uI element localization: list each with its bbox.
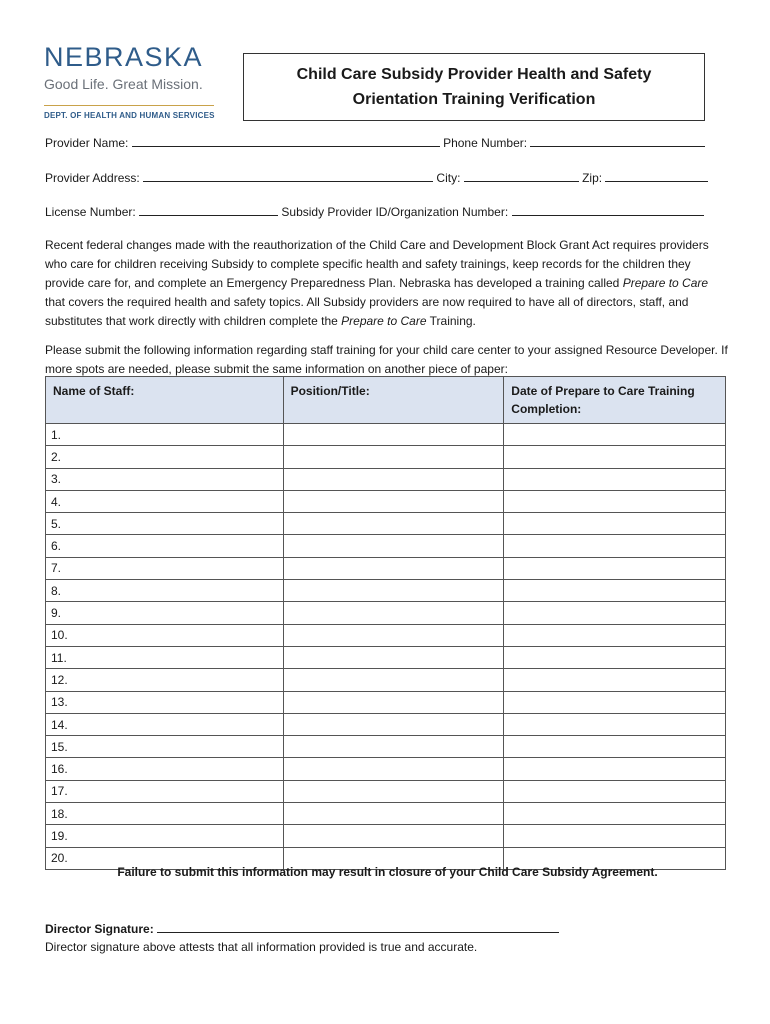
training-date-cell[interactable] [504,513,726,535]
position-title-cell[interactable] [283,602,504,624]
subsidy-id-label: Subsidy Provider ID/Organization Number: [281,205,509,219]
staff-name-cell[interactable]: 19. [46,825,284,847]
staff-name-cell[interactable]: 12. [46,669,284,691]
provider-name-field[interactable] [132,134,440,147]
table-row [46,691,726,713]
table-row [46,580,726,602]
logo-wordmark: NEBRASKA [44,42,204,72]
training-date-cell[interactable] [504,825,726,847]
position-title-cell[interactable] [283,713,504,735]
director-signature-field[interactable] [157,920,559,933]
training-date-cell[interactable] [504,780,726,802]
header-position-title: Position/Title: [283,377,504,424]
license-number-field[interactable] [139,203,278,216]
city-label: City: [436,171,461,185]
director-signature-label: Director Signature: [45,922,154,936]
logo-department: DEPT. OF HEALTH AND HUMAN SERVICES [44,111,215,120]
training-date-cell[interactable] [504,602,726,624]
position-title-cell[interactable] [283,535,504,557]
staff-name-cell[interactable]: 7. [46,557,284,579]
table-row [46,803,726,825]
training-date-cell[interactable] [504,624,726,646]
table-row [46,758,726,780]
staff-name-cell[interactable]: 20. [46,847,284,869]
table-row [46,468,726,490]
staff-name-cell[interactable]: 9. [46,602,284,624]
intro-emphasis-2: Prepare to Care [341,314,427,328]
subsidy-id-field[interactable] [512,203,704,216]
intro-text-a: Recent federal changes made with the reauthorization of the Child Care and Development Block Grant Act requires providers who care for children receiving Subsidy to complete specific health and safety trainings, keep records for the children they provide care for, and complete an Emergency Preparedness Plan. Nebraska has developed a training called [45,238,709,290]
staff-name-cell[interactable]: 18. [46,803,284,825]
training-date-cell[interactable] [504,580,726,602]
position-title-cell[interactable] [283,691,504,713]
intro-text-c: Training. [426,314,476,328]
staff-name-cell[interactable]: 6. [46,535,284,557]
table-row [46,424,726,446]
staff-name-cell[interactable]: 17. [46,780,284,802]
city-field[interactable] [464,169,579,182]
staff-name-cell[interactable]: 1. [46,424,284,446]
phone-number-label: Phone Number: [443,136,528,150]
position-title-cell[interactable] [283,624,504,646]
training-date-cell[interactable] [504,691,726,713]
zip-label: Zip: [582,171,603,185]
signature-attestation: Director signature above attests that all information provided is true and accurate. [45,940,478,954]
position-title-cell[interactable] [283,825,504,847]
intro-text-b: that covers the required health and safety topics. All Subsidy providers are now required to have all of directors, staff, and substitutes that work directly with children complete the [45,295,689,328]
provider-address-label: Provider Address: [45,171,140,185]
staff-name-cell[interactable]: 11. [46,646,284,668]
license-number-label: License Number: [45,205,136,219]
staff-name-cell[interactable]: 5. [46,513,284,535]
position-title-cell[interactable] [283,513,504,535]
logo-tagline: Good Life. Great Mission. [44,76,203,92]
training-date-cell[interactable] [504,736,726,758]
training-date-cell[interactable] [504,535,726,557]
nebraska-dhhs-logo [44,42,219,120]
instructions-paragraph [45,341,730,379]
provider-address-row [45,169,708,185]
closure-warning: Failure to submit this information may result in closure of your Child Care Subsidy Agreement. [117,865,658,879]
staff-name-cell[interactable]: 15. [46,736,284,758]
position-title-cell[interactable] [283,736,504,758]
training-date-cell[interactable] [504,468,726,490]
document-title-box [243,53,705,121]
training-date-cell[interactable] [504,557,726,579]
position-title-cell[interactable] [283,780,504,802]
position-title-cell[interactable] [283,557,504,579]
training-date-cell[interactable] [504,713,726,735]
table-row [46,713,726,735]
training-date-cell[interactable] [504,803,726,825]
staff-name-cell[interactable]: 4. [46,490,284,512]
phone-number-field[interactable] [530,134,705,147]
staff-name-cell[interactable]: 16. [46,758,284,780]
position-title-cell[interactable] [283,803,504,825]
position-title-cell[interactable] [283,424,504,446]
table-row [46,557,726,579]
staff-name-cell[interactable]: 2. [46,446,284,468]
header-name-of-staff: Name of Staff: [46,377,284,424]
table-row [46,646,726,668]
table-row [46,513,726,535]
table-row [46,825,726,847]
header-training-date: Date of Prepare to Care Training Completion: [504,377,726,424]
table-row [46,490,726,512]
title-line-2: Orientation Training Verification [352,91,596,108]
table-row [46,736,726,758]
position-title-cell[interactable] [283,446,504,468]
staff-name-cell[interactable]: 3. [46,468,284,490]
table-row [46,446,726,468]
training-date-cell[interactable] [504,758,726,780]
table-row [46,624,726,646]
staff-name-cell[interactable]: 14. [46,713,284,735]
training-date-cell[interactable] [504,446,726,468]
staff-training-table [45,376,726,870]
staff-name-cell[interactable]: 8. [46,580,284,602]
table-header-row [46,377,726,424]
zip-field[interactable] [605,169,708,182]
position-title-cell[interactable] [283,758,504,780]
logo-divider [44,105,214,106]
training-date-cell[interactable] [504,424,726,446]
staff-name-cell[interactable]: 10. [46,624,284,646]
provider-address-field[interactable] [143,169,433,182]
training-date-cell[interactable] [504,646,726,668]
director-signature-row [45,920,559,936]
intro-emphasis-1: Prepare to Care [622,276,709,290]
position-title-cell[interactable] [283,468,504,490]
position-title-cell[interactable] [283,580,504,602]
position-title-cell[interactable] [283,646,504,668]
training-date-cell[interactable] [504,490,726,512]
table-row [46,669,726,691]
title-line-1: Child Care Subsidy Provider Health and Safety [296,66,652,83]
table-row [46,602,726,624]
instructions-text: Please submit the following information regarding staff training for your child care center to your assigned Resource Developer. If more spots are needed, please submit the same information on another piece of paper: [45,343,728,376]
position-title-cell[interactable] [283,669,504,691]
table-row [46,780,726,802]
staff-name-cell[interactable]: 13. [46,691,284,713]
provider-name-row [45,134,705,150]
license-row [45,203,704,219]
intro-paragraph [45,236,730,331]
training-date-cell[interactable] [504,669,726,691]
provider-name-label: Provider Name: [45,136,129,150]
position-title-cell[interactable] [283,490,504,512]
table-row [46,535,726,557]
